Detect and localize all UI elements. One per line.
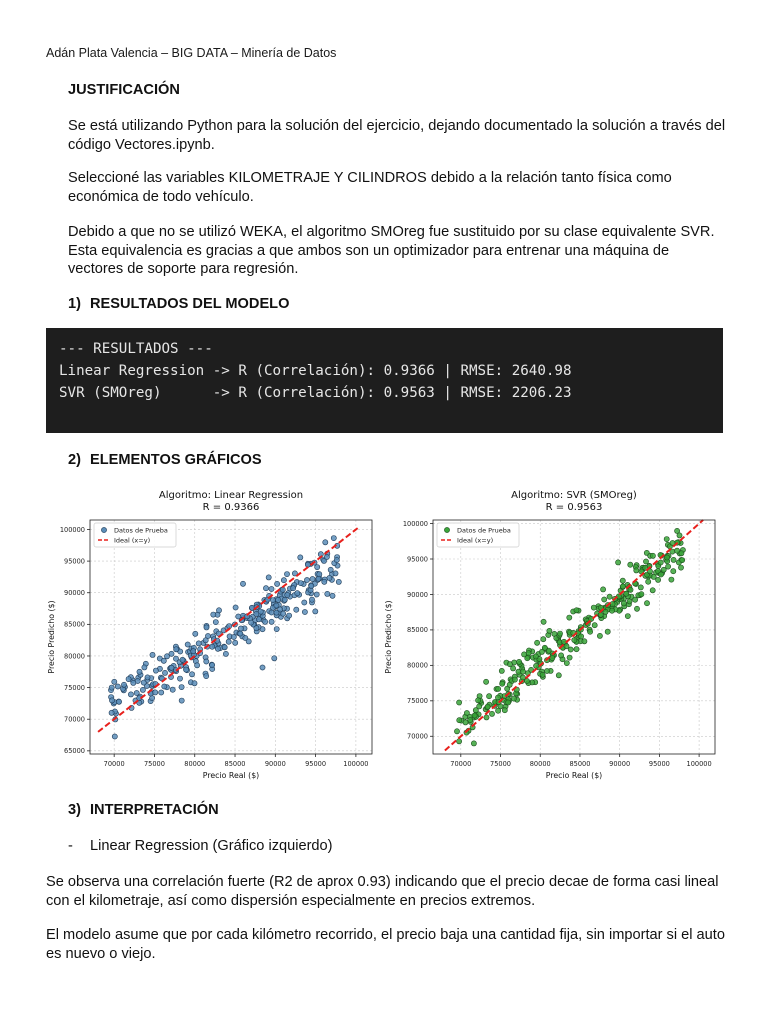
data-point [628, 587, 633, 592]
data-point [185, 642, 190, 647]
data-point [539, 649, 544, 654]
data-point [520, 669, 525, 674]
data-point [204, 659, 209, 664]
data-point [325, 591, 330, 596]
data-point [547, 628, 552, 633]
data-point [472, 713, 477, 718]
data-point [328, 567, 333, 572]
data-point [210, 644, 215, 649]
data-point [205, 633, 210, 638]
data-point [189, 672, 194, 677]
data-point [216, 608, 221, 613]
data-point [534, 663, 539, 668]
data-point [281, 578, 286, 583]
data-point [256, 617, 261, 622]
y-tick-label: 65000 [64, 747, 85, 756]
data-point [616, 560, 621, 565]
x-tick-label: 90000 [609, 760, 631, 768]
chart-subtitle: R = 0.9563 [545, 502, 603, 513]
data-point [658, 572, 663, 577]
data-point [669, 577, 674, 582]
data-point [651, 574, 656, 579]
data-point [263, 619, 268, 624]
code-line: --- RESULTADOS --- [59, 341, 213, 357]
data-point [162, 684, 167, 689]
data-point [304, 577, 309, 582]
data-point [281, 611, 286, 616]
data-point [664, 555, 669, 560]
x-tick-label: 75000 [490, 760, 512, 768]
section-1-number: 1) [68, 296, 81, 312]
data-point [183, 667, 188, 672]
legend-label: Ideal (x=y) [457, 536, 494, 545]
data-point [169, 651, 174, 656]
data-point [625, 614, 630, 619]
data-point [270, 598, 275, 603]
data-point [664, 537, 669, 542]
y-tick-label: 95000 [407, 555, 428, 564]
data-point [142, 665, 147, 670]
data-point [116, 699, 121, 704]
data-point [666, 564, 671, 569]
data-point [213, 620, 218, 625]
data-point [153, 668, 158, 673]
legend-label: Ideal (x=y) [114, 536, 151, 545]
data-point [298, 581, 303, 586]
data-point [540, 672, 545, 677]
data-point [333, 571, 338, 576]
y-tick-label: 90000 [407, 590, 428, 599]
data-point [169, 665, 174, 670]
data-point [285, 592, 290, 597]
data-point [564, 661, 569, 666]
data-point [238, 626, 243, 631]
data-point [506, 700, 511, 705]
data-point [269, 610, 274, 615]
data-point [263, 586, 268, 591]
data-point [544, 668, 549, 673]
data-point [179, 685, 184, 690]
data-point [638, 585, 643, 590]
data-point [476, 698, 481, 703]
data-point [153, 690, 158, 695]
data-point [620, 584, 625, 589]
data-point [231, 634, 236, 639]
data-point [145, 675, 150, 680]
data-point [678, 565, 683, 570]
x-tick-label: 75000 [143, 760, 165, 768]
data-point [204, 625, 209, 630]
legend-label: Datos de Prueba [114, 526, 168, 535]
data-point [650, 588, 655, 593]
data-point [222, 645, 227, 650]
data-point [533, 654, 538, 659]
interpretation-paragraph-2: El modelo asume que por cada kilómetro recorrido, el precio baja una cantidad fija, sin importar si el auto es nuevo o viejo. [46, 927, 725, 962]
data-point [305, 562, 310, 567]
data-point [601, 587, 606, 592]
data-point [621, 601, 626, 606]
data-point [463, 720, 468, 725]
x-axis-label: Precio Real ($) [202, 771, 260, 780]
data-point [572, 638, 577, 643]
data-point [582, 639, 587, 644]
data-point [275, 581, 280, 586]
y-tick-label: 100000 [59, 525, 85, 534]
data-point [126, 677, 131, 682]
data-point [633, 597, 638, 602]
data-point [249, 620, 254, 625]
x-tick-label: 100000 [686, 760, 712, 768]
data-point [309, 583, 314, 588]
data-point [507, 682, 512, 687]
data-point [511, 696, 516, 701]
data-point [266, 575, 271, 580]
data-point [471, 741, 476, 746]
data-point [336, 579, 341, 584]
data-point [179, 698, 184, 703]
data-point [260, 665, 265, 670]
data-point [112, 679, 117, 684]
data-point [643, 559, 648, 564]
y-tick-label: 85000 [64, 620, 85, 629]
data-point [109, 685, 114, 690]
data-point [298, 555, 303, 560]
data-point [556, 673, 561, 678]
data-point [128, 692, 133, 697]
data-point [598, 612, 603, 617]
data-point [484, 679, 489, 684]
data-point [567, 655, 572, 660]
data-point [240, 581, 245, 586]
section-3-number: 3) [68, 802, 81, 818]
chart-subtitle: R = 0.9366 [202, 502, 260, 513]
y-tick-label: 85000 [407, 626, 428, 635]
x-tick-label: 100000 [343, 760, 369, 768]
justificacion-paragraph-2: Seleccioné las variables KILOMETRAJE Y CILINDROS debido a la relación tanto física como económica de todo vehículo. [68, 170, 672, 205]
data-point [302, 600, 307, 605]
data-point [624, 591, 629, 596]
chart-title: Algoritmo: Linear Regression [158, 490, 304, 501]
data-point [192, 681, 197, 686]
data-point [310, 576, 315, 581]
data-point [150, 652, 155, 657]
data-point [628, 562, 633, 567]
data-point [115, 684, 120, 689]
data-point [174, 647, 179, 652]
section-1-title: RESULTADOS DEL MODELO [90, 296, 290, 312]
justificacion-title: JUSTIFICACIÓN [68, 82, 180, 98]
data-point [541, 637, 546, 642]
data-point [191, 649, 196, 654]
data-point [661, 567, 666, 572]
data-point [579, 634, 584, 639]
interpretation-paragraph-1: Se observa una correlación fuerte (R2 de aprox 0.93) indicando que el precio decae de forma casi lineal con el kilometraje, así como dispersión especialmente en precios extremos. [46, 874, 719, 909]
data-point [112, 734, 117, 739]
data-point [331, 536, 336, 541]
data-point [282, 597, 287, 602]
data-point [499, 668, 504, 673]
legend-marker-points [444, 527, 449, 532]
data-point [634, 606, 639, 611]
data-point [170, 687, 175, 692]
data-point [313, 609, 318, 614]
data-point [323, 540, 328, 545]
y-tick-label: 70000 [407, 732, 428, 741]
data-point [215, 646, 220, 651]
y-tick-label: 90000 [64, 589, 85, 598]
data-point [574, 608, 579, 613]
x-tick-label: 80000 [184, 760, 206, 768]
data-point [500, 681, 505, 686]
data-point [193, 631, 198, 636]
data-point [574, 647, 579, 652]
data-point [620, 578, 625, 583]
data-point [468, 717, 473, 722]
section-2-number: 2) [68, 452, 81, 468]
data-point [658, 560, 663, 565]
data-point [233, 640, 238, 645]
data-point [322, 579, 327, 584]
chart-title: Algoritmo: SVR (SMOreg) [511, 490, 637, 501]
data-point [535, 640, 540, 645]
data-point [324, 554, 329, 559]
data-point [226, 639, 231, 644]
legend [94, 523, 176, 547]
code-output-block [46, 328, 723, 433]
data-point [487, 694, 492, 699]
data-point [211, 612, 216, 617]
data-point [162, 670, 167, 675]
data-point [507, 662, 512, 667]
data-point [644, 601, 649, 606]
data-point [330, 593, 335, 598]
data-point [131, 680, 136, 685]
data-point [603, 609, 608, 614]
linear-regression-chart [46, 482, 380, 782]
data-point [557, 631, 562, 636]
data-point [496, 686, 501, 691]
data-point [137, 669, 142, 674]
data-point [276, 597, 281, 602]
data-point [196, 641, 201, 646]
data-point [680, 558, 685, 563]
data-point [284, 572, 289, 577]
y-tick-label: 75000 [64, 683, 85, 692]
data-point [233, 605, 238, 610]
data-point [258, 609, 263, 614]
data-point [522, 652, 527, 657]
x-tick-label: 85000 [569, 760, 591, 768]
data-point [502, 708, 507, 713]
x-tick-label: 70000 [103, 760, 125, 768]
data-point [140, 687, 145, 692]
data-point [677, 533, 682, 538]
data-point [238, 631, 243, 636]
data-point [517, 659, 522, 664]
data-point [295, 591, 300, 596]
data-point [161, 658, 166, 663]
data-point [272, 656, 277, 661]
data-point [675, 548, 680, 553]
data-point [314, 592, 319, 597]
data-point [607, 594, 612, 599]
x-axis-label: Precio Real ($) [545, 771, 603, 780]
data-point [317, 572, 322, 577]
data-point [489, 711, 494, 716]
data-point [287, 613, 292, 618]
data-point [334, 557, 339, 562]
y-tick-label: 95000 [64, 557, 85, 566]
page-header: Adán Plata Valencia – BIG DATA – Minería de Datos [46, 46, 337, 60]
data-point [650, 553, 655, 558]
section-3-title: INTERPRETACIÓN [90, 802, 219, 818]
ideal-line [98, 526, 360, 732]
justificacion-paragraph-1: Se está utilizando Python para la solución del ejercicio, dejando documentado la solución a través del código Vectores.ipynb. [68, 118, 726, 153]
data-point [597, 633, 602, 638]
data-point [223, 651, 228, 656]
y-tick-label: 70000 [64, 715, 85, 724]
data-point [109, 710, 114, 715]
code-line: SVR (SMOreg) -> R (Correlación): 0.9563 | RMSE: 2206.23 [59, 385, 572, 401]
data-point [294, 607, 299, 612]
data-point [524, 678, 529, 683]
data-point [541, 619, 546, 624]
justificacion-paragraph-3: Debido a que no se utilizó WEKA, el algoritmo SMOreg fue sustituido por su clase equivalente SVR. Esta equivalencia es gracias a que ambos son un optimizador para entrenar una máquina de vectores de soporte para regresión. [68, 224, 715, 277]
x-tick-label: 95000 [305, 760, 327, 768]
y-tick-label: 75000 [407, 697, 428, 706]
legend-label: Datos de Prueba [457, 526, 511, 535]
y-tick-label: 80000 [64, 652, 85, 661]
data-point [609, 608, 614, 613]
data-point [291, 586, 296, 591]
y-axis-label: Precio Predicho ($) [47, 600, 56, 674]
data-point [302, 609, 307, 614]
x-tick-label: 85000 [224, 760, 246, 768]
data-point [274, 627, 279, 632]
data-point [464, 710, 469, 715]
data-point [671, 569, 676, 574]
data-point [512, 677, 517, 682]
data-point [109, 698, 114, 703]
data-point [121, 682, 126, 687]
data-point [159, 690, 164, 695]
data-point [195, 663, 200, 668]
data-point [634, 568, 639, 573]
code-line: Linear Regression -> R (Correlación): 0.9366 | RMSE: 2640.98 [59, 363, 572, 379]
data-point [591, 605, 596, 610]
data-point [605, 629, 610, 634]
data-point [457, 739, 462, 744]
data-point [204, 674, 209, 679]
data-point [671, 557, 676, 562]
data-point [454, 729, 459, 734]
x-tick-label: 90000 [264, 760, 286, 768]
section-2-title: ELEMENTOS GRÁFICOS [90, 452, 262, 468]
x-tick-label: 95000 [648, 760, 670, 768]
data-point [550, 656, 555, 661]
data-point [559, 653, 564, 658]
data-point [567, 615, 572, 620]
data-point [210, 663, 215, 668]
x-tick-label: 80000 [529, 760, 551, 768]
y-axis-label: Precio Predicho ($) [384, 600, 393, 674]
data-point [592, 623, 597, 628]
bullet-text: Linear Regression (Gráfico izquierdo) [90, 838, 333, 854]
data-point [602, 597, 607, 602]
data-point [646, 579, 651, 584]
data-point [457, 718, 462, 723]
data-point [180, 657, 185, 662]
legend [437, 523, 519, 547]
data-point [457, 700, 462, 705]
data-point [588, 629, 593, 634]
bullet-dash: - [68, 838, 73, 854]
data-point [177, 676, 182, 681]
svr-chart [383, 482, 723, 782]
data-point [269, 619, 274, 624]
y-tick-label: 80000 [407, 661, 428, 670]
data-point [246, 639, 251, 644]
data-point [269, 586, 274, 591]
data-point [477, 704, 482, 709]
x-tick-label: 70000 [450, 760, 472, 768]
data-point [141, 680, 146, 685]
data-point [484, 715, 489, 720]
data-point [639, 592, 644, 597]
data-point [254, 626, 259, 631]
data-point [309, 597, 314, 602]
data-point [485, 704, 490, 709]
y-tick-label: 100000 [402, 519, 428, 528]
legend-marker-points [101, 527, 106, 532]
